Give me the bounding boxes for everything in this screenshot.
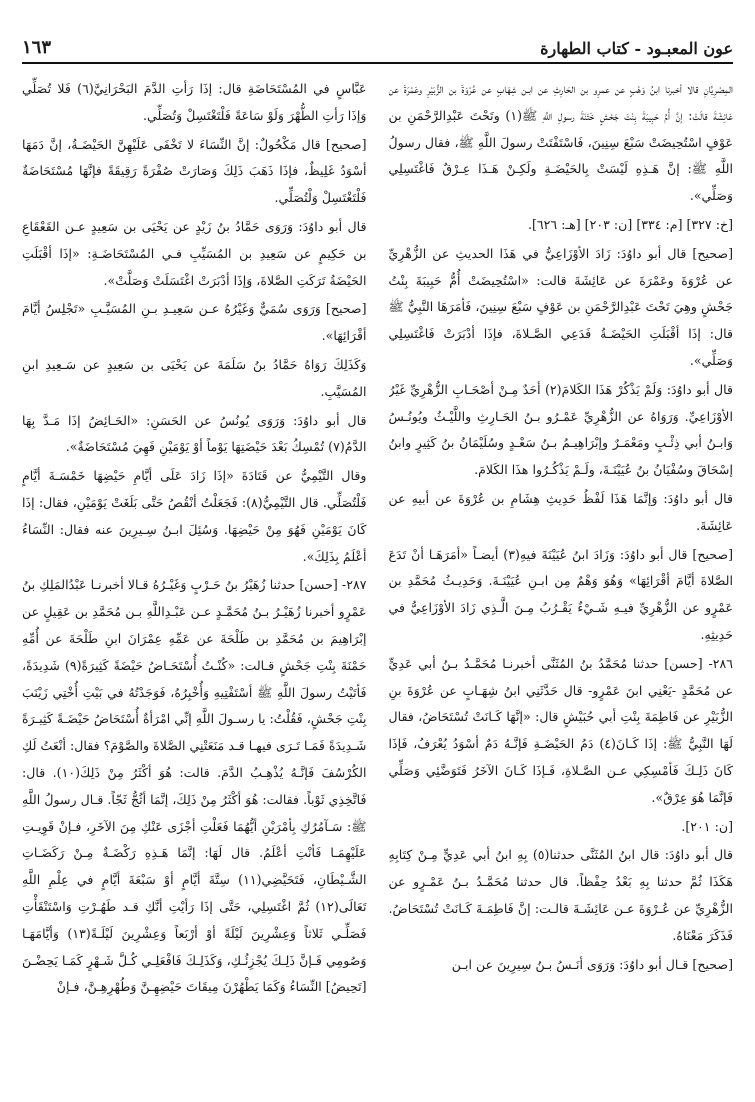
paragraph: عَبَّاسٍ في المُسْتَحَاضَةِ قال: إذَا رَأتِ الدَّمَ البَحْرَانِيَّ(٦) فَلا تُصَلِّي وَإذَا رَأتِ الطُّهْرَ وَلَوْ سَاعَةً فَلْتَغْتَسِلْ وَتُصَلِّي. bbox=[22, 81, 367, 123]
hadith-287: ٢٨٧- [حسن] حدثنا زُهَيْرُ بنُ حَـرْبٍ وَغَيْـرُهُ قـالا أخبرنـا عَبْدُالمَلِكِ بنُ عَمْرٍو أخبرنا زُهَيْـرُ بـنُ مُحَمَّـدٍ عـن عَبْـدِاللَّهِ بـن مُحَمَّدِ بن عَقِيلٍ عن إبْرَاهِيمَ بن مُحَمَّدِ بن طَلْحَةَ عن عَمِّهِ عِمْرَانَ ابنِ طَلْحَةَ عن أُمِّهِ حَمْنَةَ بِنْتِ جَحْشٍ قـالت: «كُنْـتُ أُسْتَحَـاضُ حَيْضَةً كَثِيرَةً(٩) شَدِيدَةً، فَأتَيْتُ رسولَ اللَّهِ ﷺ أسْتَفْتِيهِ وَأُخْبِرُهُ، فَوَجَدْتُهُ في بَيْتِ أُخْتِي زَيْنَبَ بِنْتِ جَحْشٍ، فَقُلْتُ: يا رسـولَ اللَّهِ إنِّي امْرَأةٌ أُسْتَحَاضُ حَيْضَـةً كَثِيـرَةً شَـدِيدَةً فَمَـا تَـرَى فيهـا قـد مَنَعَتْنِي الصَّلاةَ والصَّوْمَ؟ فقال: أنْعَتُ لَكِ الكُرْسُفَ فَإنَّـهُ يُذْهِـبُ الدَّمَ. قالت: هُوَ أكْثَرُ مِنْ ذَلِكَ(١٠). قال: فَاتَّخِذِي ثَوْباً. فقالت: هُوَ أكْثَرُ مِنْ ذَلِكَ، إنَّمَا أثُجُّ ثَجّاً. قـال رسولُ اللَّهِ ﷺ: سَـآمُرُكِ بِأمْرَيْنِ أيُّهُمَا فَعَلْتِ أجْزَى عَنْكِ مِنَ الآخَرِ، فـإنْ قَوِيـتِ عَلَيْهِمَـا فَأنْتِ أعْلَمُ. قال لَهَا: إنَّمَا هَـذِهِ رَكْضَـةٌ مِـنْ رَكَضَـاتِ الشَّـيْطَانِ، فَتَحَيَّضِي(١١) سِتَّةَ أيَّامٍ أوْ سَبْعَةَ أيَّامٍ في عِلْمِ اللَّهِ تَعَالَى(١٢) ثُمَّ اغْتَسِلِي، حَتَّى إذَا رَأيْتِ أنَّكِ قـد طَهُـرْتِ وَاسْتَنْقَأْتِ فَصَلِّـي ثَلاثاً وَعِشْرِينَ لَيْلَةً أوْ أرْبَعاً وَعِشْرِينَ لَيْلَـةً(١٣) وَأيَّامَهَـا وَصُومِي فَـإنَّ ذَلِـكَ يُجْزِئُـكِ، وَكَذَلِـكَ فَافْعَلِـي كُـلَّ شَـهْرٍ كَمَـا يَحِضْـنَ [تَحِيضُ] النِّسَاءُ وَكَمَا يَطْهُرْنَ مِيقَاتَ حَيْضِهِـنَّ وَطُهْرِهِـنَّ، فـإنْ bbox=[22, 577, 367, 995]
paragraph: قال أبو داوُدَ: وَإنَّمَا هَذَا لَفْظُ حَدِيثِ هِشَامِ بن عُرْوَةَ عن أبيهِ عن عَائِشَةَ. bbox=[388, 490, 733, 533]
page-number: ١٦٣ bbox=[22, 37, 52, 58]
paragraph: [صحيح] قـال أبو داوُدَ: وَرَوَى أنَـسُ بـنُ سِيرِينَ عن ابـن bbox=[451, 956, 733, 972]
paragraph: [صحيح] قال مَكْحُولٌ: إنَّ النِّسَاءَ لا تَخْفَى عَلَيْهِنَّ الحَيْضَـةُ، إنَّ دَمَهَا أسْوَدُ غَلِيظٌ، فإذَا ذَهَبَ ذَلِكَ وَصَارَتْ صُفْرَةً رَقِيقَةً فإنَّهَا مُسْتَحَاضَةٌ فَلْتَغْتَسِلْ وَلْتُصَلِّي. bbox=[22, 136, 367, 206]
paragraph: قال أبو داوُدَ: قال ابنُ المُثَنَّى حدثنا(٥) بِهِ ابنُ أبي عَدِيٍّ مِـنْ كِتَابِهِ هَكَذَا ثُمَّ حدثنا بِهِ بَعْدُ حِفْظاً. قال حدثنا مُحَمَّـدُ بـنُ عَمْـرٍو عن الزُّهْرِيِّ عن عُـرْوَةَ عـن عَائِشَـةَ قالـت: إنَّ فَاطِمَـةَ كَـانَتْ تُسْتَحَاضُ. فَذَكَرَ مَعْنَاهُ. bbox=[388, 847, 733, 943]
paragraph: [صحيح] قال أبو داوُدَ: زَادَ الأوْزَاعِيُّ في هَذَا الحديثِ عن الزُّهْرِيِّ عن عُرْوَةَ وعَمْرَةَ عن عَائِشَةَ قالت: «اسْتُحِيضَتْ أُمُّ حَبِيبَةَ بِنْتُ جَحْشٍ وهِيَ تَحْتَ عَبْدِالرَّحْمَنِ بن عَوْفٍ سَبْعَ سِنِينَ، فَأمَرَهَا النَّبِيُّ ﷺ قال: إذَا أقْبَلَتِ الحَيْضَـةُ فَدَعِي الصَّـلاةَ، فإذَا أدْبَرَتْ فَاغْتَسِلِي وَصَلِّي». bbox=[388, 245, 733, 368]
page-header bbox=[22, 14, 733, 58]
reference-line: [خ: ٣٢٧] [م: ٣٣٤] [ن: ٢٠٣] [هـ: ٦٢٦]. bbox=[527, 216, 733, 232]
paragraph: قال أبو داوُدَ: وَرَوَى يُونُسُ عن الحَسَنِ: «الحَـائِضُ إذَا مَـدَّ بِهَا الدَّمُ(٧) تُمْسِكُ بَعْدَ حَيْضَتِهَا يَوْماً أوْ يَوْمَيْنِ فَهِيَ مُسْتَحَاضَةٌ». bbox=[22, 412, 367, 455]
header-rule bbox=[22, 62, 733, 64]
paragraph: [صحيح] وَرَوَى سُمَيٌّ وَغَيْرُهُ عـن سَعِيـدِ بـنِ المُسَيَّـبِ «تَجْلِسُ أيَّامَ أقْرَائِهَا». bbox=[22, 301, 367, 344]
paragraph: المِصْرِيَّانِ قالا أخبرنا ابنُ وَهْبٍ عن عمرِو بن الحَارِثِ عن ابـن شِهَابٍ عن عُرْوَةَ بن الزُّبَيْرِ وعَمْرَةَ عن عَائِشَةَ قالَتْ: إنَّ أُمَّ حَبِيبَةَ بِنْتَ جَحْشٍ خَتَنَةَ رسولِ اللَّهِ ﷺ(١) وتَحْتَ عَبْدِالرَّحْمَنِ بن عَوْفٍ اسْتُحِيضَتْ سَبْعَ سِنِينَ، فَاسْتَفْتَتْ رسولَ اللَّهِ ﷺ، فقال رسولُ اللَّهِ ﷺ: إنَّ هَـذِهِ لَيْسَتْ بِالحَيْضَـةِ ولَكِـنْ هَـذَا عِـرْقٌ فَاغْتَسِلِي وَصَلِّي». bbox=[388, 81, 733, 204]
reference-line: [ن: ٢٠١]. bbox=[681, 818, 733, 834]
paragraph: قال أبو داوُدَ: وَلَمْ يَذْكُرْ هَذَا الكَلامَ(٢) أحَدٌ مِـنْ أصْحَـابِ الزُّهْرِيِّ غَيْرُ الأوْزَاعِيِّ. وَرَوَاهُ عن الزُّهْرِيِّ عَمْـرُو بـنُ الحَـارِثِ واللَّيْـثُ ويُونُـسُ وَابـنُ أبي ذِئْـبٍ ومَعْمَـرٌ وإبْرَاهِيـمُ بـنُ سَعْـدٍ وسُلَيْمَانُ بنُ كَثِيرٍ وابنُ إسْحَاقَ وسُفْيَانُ بنُ عُيَيْنَـةَ، ولَـمْ يَذْكُـرُوا هذَا الكَلامَ. bbox=[388, 381, 733, 478]
running-title: عون المعبـود - كتاب الطهارة bbox=[540, 39, 733, 58]
left-column bbox=[22, 76, 367, 1066]
paragraph: وَكَذَلِكَ رَوَاهُ حَمَّادُ بنُ سَلَمَةَ عن يَحْيَى بن سَعِيدٍ عن سَـعِيدِ ابنِ المُسَيَّبِ. bbox=[22, 356, 367, 399]
paragraph: وقال التَّيْمِيُّ عن قَتَادَةَ «إذَا زَادَ عَلَى أيَّامِ حَيْضِهَا خَمْسَـةَ أيَّامٍ فَلْتُصَلِّي. قال التَّيْمِيُّ(٨): فَجَعَلْتُ أنْقُصُ حَتَّى بَلَغَتْ يَوْمَيْنِ، فقال: إذَا كَانَ يَوْمَيْنِ فَهُوَ مِنْ حَيْضِهَا. وَسُئِلَ ابـنُ سِـيرِينَ عنه فقال: النِّسَاءُ أعْلَمُ بِذَلِكَ». bbox=[22, 468, 367, 564]
paragraph: قال أبو داوُدَ: وَرَوَى حَمَّادُ بنُ زَيْدٍ عن يَحْيَى بن سَعِيدٍ عـن القَعْقَاعِ بن حَكِيمٍ عن سَعِيدِ بن المُسَيِّبِ فـي المُسْتَحَاضَـةِ: «إذَا أقْبَلَتِ الحَيْضَةُ تَرَكَتِ الصَّلاةَ، وَإذَا أدْبَرَتْ اغْتَسَلَتْ وَصَلَّتْ». bbox=[22, 218, 367, 288]
hadith-286: ٢٨٦- [حسن] حدثنا مُحَمَّدُ بنُ المُثَنَّى أخبرنـا مُحَمَّـدُ بـنُ أبي عَدِيٍّ عن مُحَمَّدٍ -يَعْنِي ابنَ عَمْرٍو- قال حَدَّثَنِي ابنُ شِهَـابٍ عن عُرْوَةَ بنِ الزُّبَيْرِ عن فَاطِمَةَ بِنْتِ أبي حُبَيْشٍ قال: «إنَّهَا كَـانَتْ تُسْتَحَاضُ، فقال لَهَا النَّبِيُّ ﷺ: إذَا كَـانَ(٤) دَمُ الحَيْضَـةِ فَإنَّـهُ دَمٌ أسْوَدُ يُعْرَفُ، فَإذَا كَانَ ذَلِـكَ فَأمْسِكِي عـن الصَّـلاةِ، فَـإذَا كَـانَ الآخَرُ فَتَوَضَّئِي وَصَلِّي فَإنَّمَا هُوَ عِرْقٌ». bbox=[388, 655, 733, 805]
paragraph: [صحيح] قال أبو داوُدَ: وَزَادَ ابنُ عُيَيْنَةَ فيهِ(٣) أيضـاً «أمَرَهَـا أنْ تَدَعَ الصَّلاةَ أيَّامَ أقْرَائِهَا» وَهُوَ وَهْمٌ مِن ابـنِ عُيَيْنَـةَ. وَحَدِيـثُ مُحَمَّدِ بن عَمْرٍو عن الزُّهْرِيِّ فيـهِ شَـيْءٌ يَقْـرُبُ مِـنَ الَّـذِي زَادَ الأوْزَاعِيُّ في حَدِيثِهِ. bbox=[388, 546, 733, 642]
text-columns bbox=[22, 76, 733, 1066]
right-column bbox=[389, 76, 734, 1066]
